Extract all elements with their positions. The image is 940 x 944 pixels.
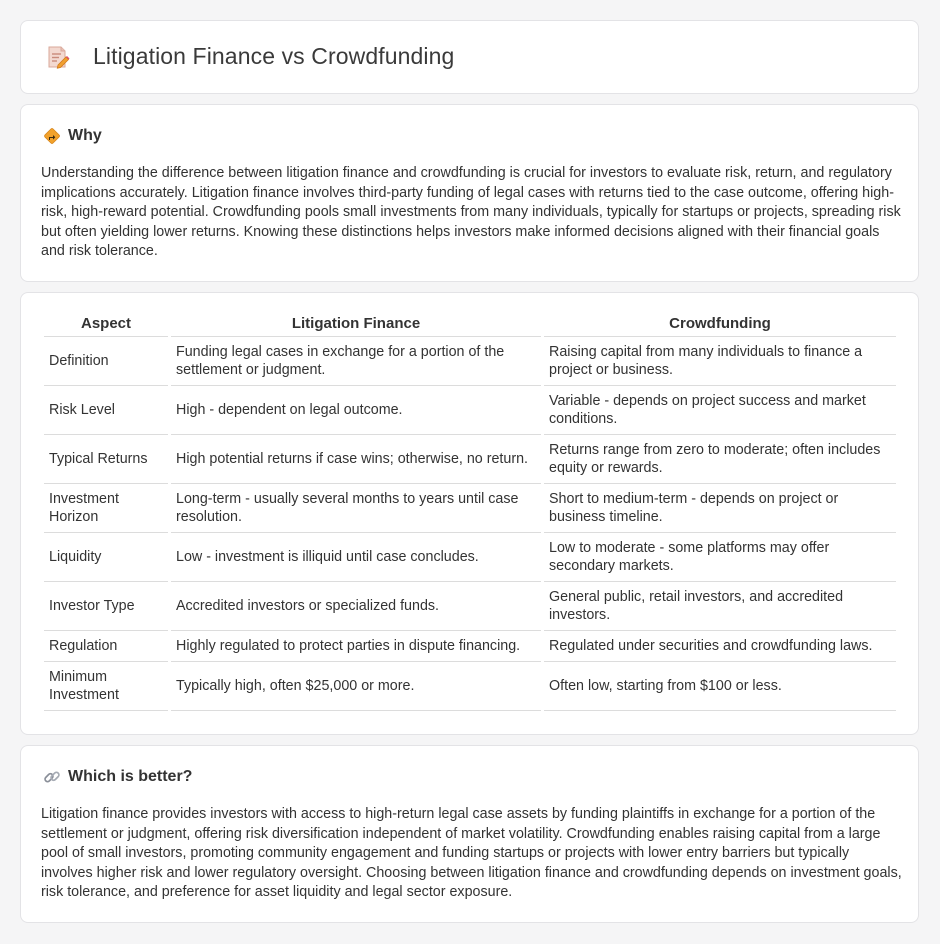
crowdfunding-cell: Regulated under securities and crowdfunding laws. — [544, 631, 896, 662]
aspect-cell: Risk Level — [44, 386, 168, 435]
crowdfunding-cell: Low to moderate - some platforms may offer secondary markets. — [544, 533, 896, 582]
aspect-cell: Minimum Investment — [44, 662, 168, 711]
litigation-cell: Funding legal cases in exchange for a portion of the settlement or judgment. — [171, 337, 541, 386]
diamond-sign-icon — [43, 127, 61, 145]
litigation-cell: Long-term - usually several months to years until case resolution. — [171, 484, 541, 533]
aspect-cell: Liquidity — [44, 533, 168, 582]
better-heading: Which is better? — [68, 768, 193, 785]
litigation-cell: High - dependent on legal outcome. — [171, 386, 541, 435]
table-row — [44, 386, 896, 435]
table-row — [44, 631, 896, 662]
table-header-row — [44, 315, 896, 337]
why-heading: Why — [68, 127, 102, 144]
comparison-table — [41, 315, 899, 711]
title-card — [20, 20, 919, 94]
table-row — [44, 582, 896, 631]
document-pencil-icon — [45, 44, 71, 70]
aspect-cell: Regulation — [44, 631, 168, 662]
page-title: Litigation Finance vs Crowdfunding — [93, 43, 455, 69]
litigation-cell: Low - investment is illiquid until case concludes. — [171, 533, 541, 582]
better-header — [43, 768, 192, 786]
header-crowdfunding: Crowdfunding — [544, 315, 896, 337]
table-row — [44, 484, 896, 533]
litigation-cell: Highly regulated to protect parties in dispute financing. — [171, 631, 541, 662]
crowdfunding-cell: Raising capital from many individuals to finance a project or business. — [544, 337, 896, 386]
title-row — [45, 43, 454, 70]
crowdfunding-cell: Variable - depends on project success and market conditions. — [544, 386, 896, 435]
table-row — [44, 662, 896, 711]
litigation-cell: High potential returns if case wins; otherwise, no return. — [171, 435, 541, 484]
why-header — [43, 127, 102, 145]
better-text: Litigation finance provides investors with access to high-return legal case assets by funding plaintiffs in exchange for a portion of the settlement or judgment, offering risk diversification independent of market volatility. Crowdfunding enables raising capital from a large pool of small investors, promoting community engagement and funding startups or projects with lower entry barriers but typically involves higher risk and lower regulatory oversight. Choosing between litigation finance and crowdfunding depends on investment goals, risk tolerance, and preference for asset liquidity and legal sector exposure. — [41, 806, 902, 901]
link-icon — [43, 768, 61, 786]
aspect-cell: Typical Returns — [44, 435, 168, 484]
crowdfunding-cell: Often low, starting from $100 or less. — [544, 662, 896, 711]
crowdfunding-cell: General public, retail investors, and accredited investors. — [544, 582, 896, 631]
why-section — [20, 104, 919, 282]
litigation-cell: Accredited investors or specialized funds. — [171, 582, 541, 631]
aspect-cell: Definition — [44, 337, 168, 386]
why-text: Understanding the difference between litigation finance and crowdfunding is crucial for investors to evaluate risk, return, and regulatory implications accurately. Litigation finance involves third-party funding of legal cases with returns tied to the case outcome, offering high-risk, high-reward potential. Crowdfunding pools small investments from many individuals, typically for startups or projects, spreading risk but often yielding lower returns. Knowing these distinctions helps investors make informed decisions aligned with their financial goals and risk tolerance. — [41, 165, 901, 260]
litigation-cell: Typically high, often $25,000 or more. — [171, 662, 541, 711]
aspect-cell: Investment Horizon — [44, 484, 168, 533]
which-is-better-section — [20, 745, 919, 923]
crowdfunding-cell: Returns range from zero to moderate; often includes equity or rewards. — [544, 435, 896, 484]
table-row — [44, 533, 896, 582]
table-row — [44, 337, 896, 386]
header-aspect: Aspect — [44, 315, 168, 337]
comparison-table-card — [20, 292, 919, 735]
header-litigation-finance: Litigation Finance — [171, 315, 541, 337]
table-row — [44, 435, 896, 484]
aspect-cell: Investor Type — [44, 582, 168, 631]
crowdfunding-cell: Short to medium-term - depends on project or business timeline. — [544, 484, 896, 533]
